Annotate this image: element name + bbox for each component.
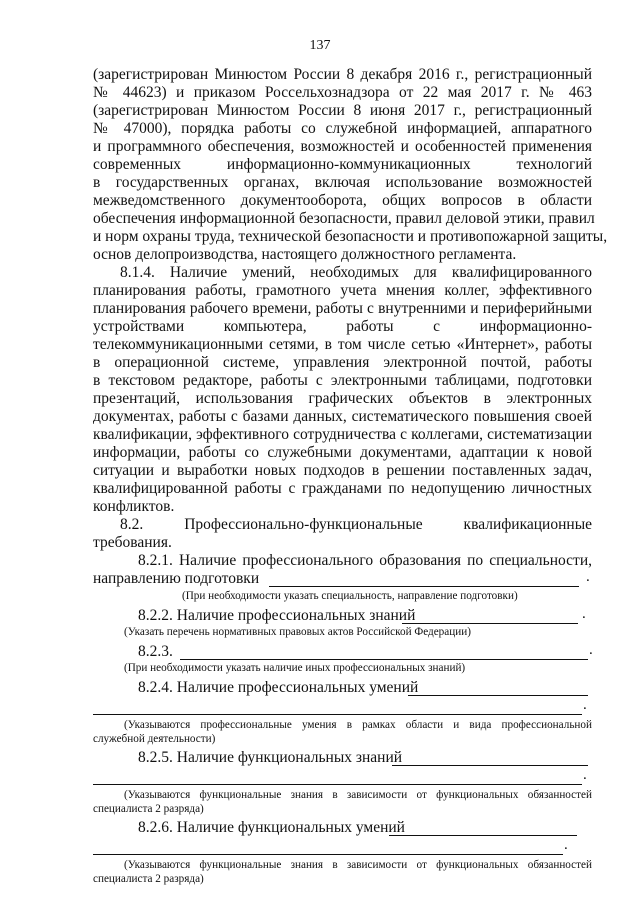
field-hint: (При необходимости указать наличие иных профессиональных знаний) — [124, 662, 466, 674]
fill-line-8-2-6[interactable] — [389, 835, 577, 836]
text-line: обеспечения информационной безопасности, правил деловой этики, правил — [93, 210, 595, 227]
fill-line-8-2-6-cont[interactable] — [93, 854, 563, 855]
text-line: конфликтов. — [93, 498, 175, 515]
text-line: планирования работы, грамотного учета мнения коллег, эффективного — [93, 282, 592, 299]
text-line: и норм охраны труда, технической безопасности и противопожарной защиты, — [93, 228, 608, 245]
field-label: 8.2.5. Наличие функциональных знаний — [138, 749, 403, 766]
fill-line-8-2-5-cont[interactable] — [93, 784, 582, 785]
text-line: и программного обеспечения, возможностей и особенностей применения — [93, 138, 592, 155]
text-line: квалифицированной работы с гражданами по недопущению личностных — [93, 480, 592, 497]
fill-line-8-2-1[interactable] — [269, 586, 579, 587]
section-heading: требования. — [93, 534, 172, 551]
fill-line-8-2-4[interactable] — [408, 695, 588, 696]
dot: . — [583, 767, 587, 783]
text-line: № 47000), порядка работы со служебной информацией, аппаратного — [93, 120, 592, 137]
text-line: документах, работы с базами данных, систематического повышения своей — [93, 408, 592, 425]
fill-line-8-2-5[interactable] — [392, 765, 588, 766]
fill-line-8-2-2[interactable] — [402, 623, 578, 624]
dot: . — [586, 569, 590, 585]
dot: . — [564, 837, 568, 853]
field-hint: (При необходимости указать специальность, направление подготовки) — [182, 590, 518, 602]
text-line: устройствами компьютера, работы с информационно- — [93, 318, 592, 335]
field-hint: специалиста 2 разряда) — [93, 873, 204, 885]
field-label: 8.2.3. — [138, 643, 173, 660]
text-line: межведомственного документооборота, общих вопросов в области — [93, 192, 592, 209]
field-hint: (Указать перечень нормативных правовых актов Российской Федерации) — [124, 626, 471, 638]
field-label: 8.2.6. Наличие функциональных умений — [138, 819, 405, 836]
text-line: планирования рабочего времени, работы с внутренними и периферийными — [93, 300, 592, 317]
dot: . — [583, 697, 587, 713]
text-line: телекоммуникационными сетями, в том числе сетью «Интернет», работы — [93, 336, 592, 353]
field-label: 8.2.4. Наличие профессиональных умений — [138, 679, 419, 696]
dot: . — [582, 606, 586, 622]
field-hint: специалиста 2 разряда) — [93, 803, 204, 815]
fill-line-8-2-4-cont[interactable] — [93, 714, 582, 715]
text-line: (зарегистрирован Минюстом России 8 декабря 2016 г., регистрационный — [93, 66, 592, 83]
section-heading: 8.2. Профессионально-функциональные квалификационные — [120, 516, 592, 533]
fill-line-8-2-3[interactable] — [180, 659, 588, 660]
text-line: основ делопроизводства, настоящего должностного регламента. — [93, 246, 517, 263]
text-line: ситуации и выработки новых подходов в решении поставленных задач, — [93, 462, 592, 479]
field-hint: служебной деятельности) — [93, 733, 216, 745]
text-line: № 44623) и приказом Россельхознадзора от 22 мая 2017 г. № 463 — [93, 84, 592, 101]
field-hint: (Указываются функциональные знания в зависимости от функциональных обязанностей — [124, 789, 592, 801]
text-line: 8.2.1. Наличие профессионального образования по специальности, — [138, 552, 592, 569]
text-line: современных информационно-коммуникационных технологий — [93, 156, 592, 173]
field-label: 8.2.2. Наличие профессиональных знаний — [138, 607, 416, 624]
dot: . — [589, 642, 593, 658]
field-hint: (Указываются функциональные знания в зависимости от функциональных обязанностей — [124, 859, 592, 871]
text-line: информации, работы со служебными документами, адаптации к новой — [93, 444, 592, 461]
field-hint: (Указываются профессиональные умения в рамках области и вида профессиональной — [124, 719, 592, 731]
text-line: квалификации, эффективного сотрудничества с коллегами, систематизации — [93, 426, 592, 443]
page-number: 137 — [309, 38, 331, 53]
text-line: в государственных органах, включая использование возможностей — [93, 174, 592, 191]
text-line: направлению подготовки — [93, 570, 260, 587]
text-line: презентаций, использования графических объектов в электронных — [93, 390, 592, 407]
text-line: 8.1.4. Наличие умений, необходимых для квалифицированного — [120, 264, 592, 281]
text-line: в текстовом редакторе, работы с электронными таблицами, подготовки — [93, 372, 592, 389]
text-line: в операционной системе, управления электронной почтой, работы — [93, 354, 592, 371]
text-line: (зарегистрирован Минюстом России 8 июня 2017 г., регистрационный — [93, 102, 592, 119]
